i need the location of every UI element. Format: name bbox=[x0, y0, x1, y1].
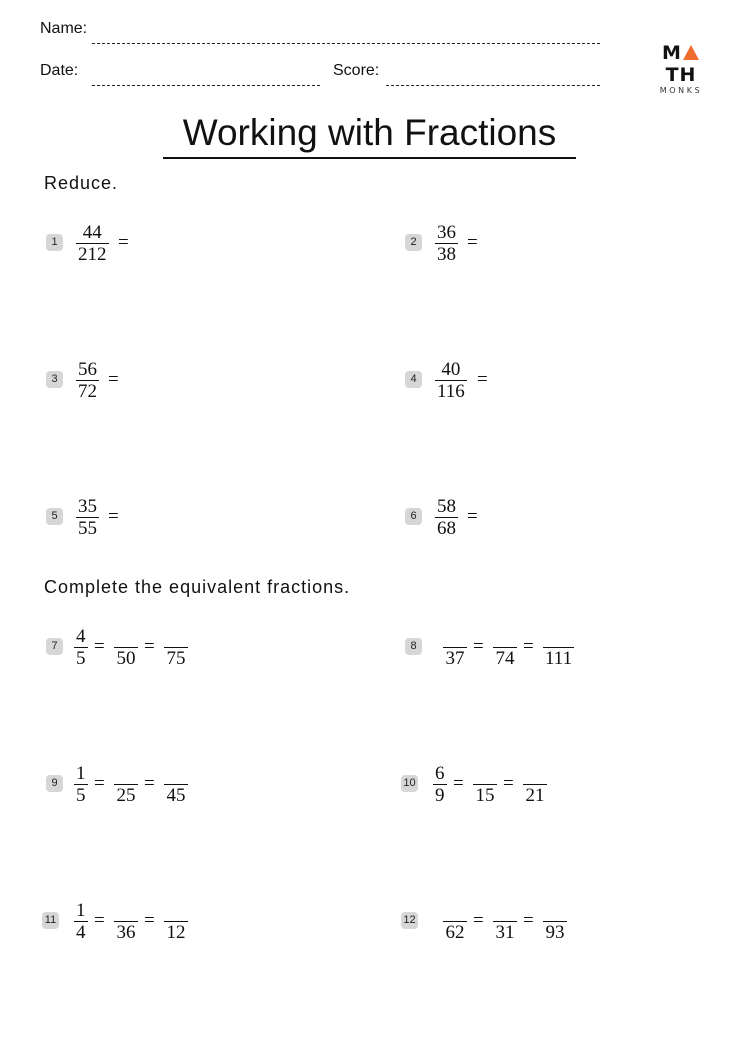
date-line[interactable] bbox=[92, 85, 320, 86]
denominator: 5 bbox=[76, 785, 86, 806]
numerator-blank[interactable] bbox=[553, 901, 557, 920]
equals-sign: = bbox=[467, 506, 478, 527]
equals-sign: = bbox=[108, 506, 119, 527]
numerator-blank[interactable] bbox=[503, 901, 507, 920]
fraction bbox=[164, 764, 188, 805]
fraction bbox=[493, 901, 517, 942]
numerator: 35 bbox=[78, 496, 97, 517]
problem-number-badge: 4 bbox=[405, 371, 422, 388]
denominator: 50 bbox=[116, 648, 136, 669]
equals-sign: = bbox=[108, 369, 119, 390]
equals-sign: = bbox=[118, 232, 129, 253]
denominator: 74 bbox=[495, 648, 515, 669]
denominator: 45 bbox=[166, 785, 186, 806]
answer-space[interactable] bbox=[485, 223, 605, 263]
denominator: 68 bbox=[437, 518, 456, 539]
fraction bbox=[74, 764, 88, 805]
math-monks-logo: MTH MONKS bbox=[659, 42, 703, 95]
equals-sign: = bbox=[473, 910, 484, 931]
fraction bbox=[543, 627, 574, 668]
equals-sign: = bbox=[523, 636, 534, 657]
denominator: 75 bbox=[166, 648, 186, 669]
denominator: 212 bbox=[78, 244, 107, 265]
denominator: 4 bbox=[76, 922, 86, 943]
numerator: 40 bbox=[441, 359, 461, 380]
problem-number-badge: 12 bbox=[401, 912, 418, 929]
problem-number-badge: 10 bbox=[401, 775, 418, 792]
triangle-icon bbox=[683, 45, 699, 60]
numerator-blank[interactable] bbox=[533, 764, 537, 783]
fraction bbox=[493, 627, 517, 668]
equals-sign: = bbox=[94, 910, 105, 931]
numerator-blank[interactable] bbox=[557, 627, 561, 646]
equals-sign: = bbox=[144, 910, 155, 931]
problem-number-badge: 5 bbox=[46, 508, 63, 525]
equals-sign: = bbox=[523, 910, 534, 931]
problem-number-badge: 11 bbox=[42, 912, 59, 929]
fraction bbox=[164, 627, 188, 668]
fraction bbox=[114, 627, 138, 668]
denominator: 55 bbox=[78, 518, 97, 539]
numerator-blank[interactable] bbox=[453, 901, 457, 920]
problem-number-badge: 7 bbox=[46, 638, 63, 655]
denominator: 72 bbox=[78, 381, 97, 402]
equals-sign: = bbox=[144, 773, 155, 794]
problem-number-badge: 2 bbox=[405, 234, 422, 251]
numerator: 56 bbox=[78, 359, 97, 380]
fraction bbox=[74, 901, 88, 942]
score-line[interactable] bbox=[386, 85, 600, 86]
denominator: 15 bbox=[475, 785, 495, 806]
answer-space[interactable] bbox=[485, 497, 605, 537]
numerator: 6 bbox=[435, 763, 445, 784]
denominator: 21 bbox=[525, 785, 545, 806]
denominator: 38 bbox=[437, 244, 456, 265]
denominator: 111 bbox=[545, 648, 573, 669]
problem-number-badge: 3 bbox=[46, 371, 63, 388]
answer-space[interactable] bbox=[495, 360, 615, 400]
numerator-blank[interactable] bbox=[483, 764, 487, 783]
denominator: 25 bbox=[116, 785, 136, 806]
equals-sign: = bbox=[477, 369, 488, 390]
fraction bbox=[435, 223, 458, 264]
fraction bbox=[433, 764, 447, 805]
numerator-blank[interactable] bbox=[124, 764, 128, 783]
numerator: 1 bbox=[76, 763, 86, 784]
numerator-blank[interactable] bbox=[453, 627, 457, 646]
score-label: Score: bbox=[333, 62, 380, 79]
numerator: 1 bbox=[76, 900, 86, 921]
date-label: Date: bbox=[40, 62, 79, 79]
denominator: 116 bbox=[437, 381, 465, 402]
numerator-blank[interactable] bbox=[174, 627, 178, 646]
denominator: 31 bbox=[495, 922, 515, 943]
denominator: 37 bbox=[445, 648, 465, 669]
equals-sign: = bbox=[94, 773, 105, 794]
numerator-blank[interactable] bbox=[174, 764, 178, 783]
answer-space[interactable] bbox=[136, 223, 256, 263]
numerator: 58 bbox=[437, 496, 456, 517]
denominator: 9 bbox=[435, 785, 445, 806]
fraction bbox=[523, 764, 547, 805]
page-title: Working with Fractions bbox=[163, 112, 576, 159]
equals-sign: = bbox=[473, 636, 484, 657]
problem-number-badge: 6 bbox=[405, 508, 422, 525]
numerator-blank[interactable] bbox=[124, 627, 128, 646]
answer-space[interactable] bbox=[126, 497, 246, 537]
numerator-blank[interactable] bbox=[174, 901, 178, 920]
numerator: 4 bbox=[76, 626, 86, 647]
numerator-blank[interactable] bbox=[124, 901, 128, 920]
fraction bbox=[473, 764, 497, 805]
numerator: 36 bbox=[437, 222, 456, 243]
denominator: 93 bbox=[545, 922, 565, 943]
fraction bbox=[543, 901, 567, 942]
fraction bbox=[435, 497, 458, 538]
section-reduce-heading: Reduce. bbox=[44, 173, 119, 193]
equals-sign: = bbox=[467, 232, 478, 253]
equals-sign: = bbox=[94, 636, 105, 657]
denominator: 5 bbox=[76, 648, 86, 669]
fraction bbox=[435, 360, 467, 401]
denominator: 12 bbox=[166, 922, 186, 943]
fraction bbox=[443, 901, 467, 942]
problem-number-badge: 1 bbox=[46, 234, 63, 251]
equals-sign: = bbox=[453, 773, 464, 794]
answer-space[interactable] bbox=[126, 360, 246, 400]
equals-sign: = bbox=[144, 636, 155, 657]
denominator: 62 bbox=[445, 922, 465, 943]
fraction bbox=[443, 627, 467, 668]
fraction bbox=[114, 764, 138, 805]
section-equivalent-heading: Complete the equivalent fractions. bbox=[44, 577, 351, 597]
problem-number-badge: 9 bbox=[46, 775, 63, 792]
equals-sign: = bbox=[503, 773, 514, 794]
fraction bbox=[164, 901, 188, 942]
problem-number-badge: 8 bbox=[405, 638, 422, 655]
fraction bbox=[114, 901, 138, 942]
denominator: 36 bbox=[116, 922, 136, 943]
fraction bbox=[76, 497, 99, 538]
numerator-blank[interactable] bbox=[503, 627, 507, 646]
fraction bbox=[74, 627, 88, 668]
fraction bbox=[76, 223, 109, 264]
name-label: Name: bbox=[40, 20, 88, 37]
name-line[interactable] bbox=[92, 43, 600, 44]
fraction bbox=[76, 360, 99, 401]
numerator: 44 bbox=[82, 222, 102, 243]
